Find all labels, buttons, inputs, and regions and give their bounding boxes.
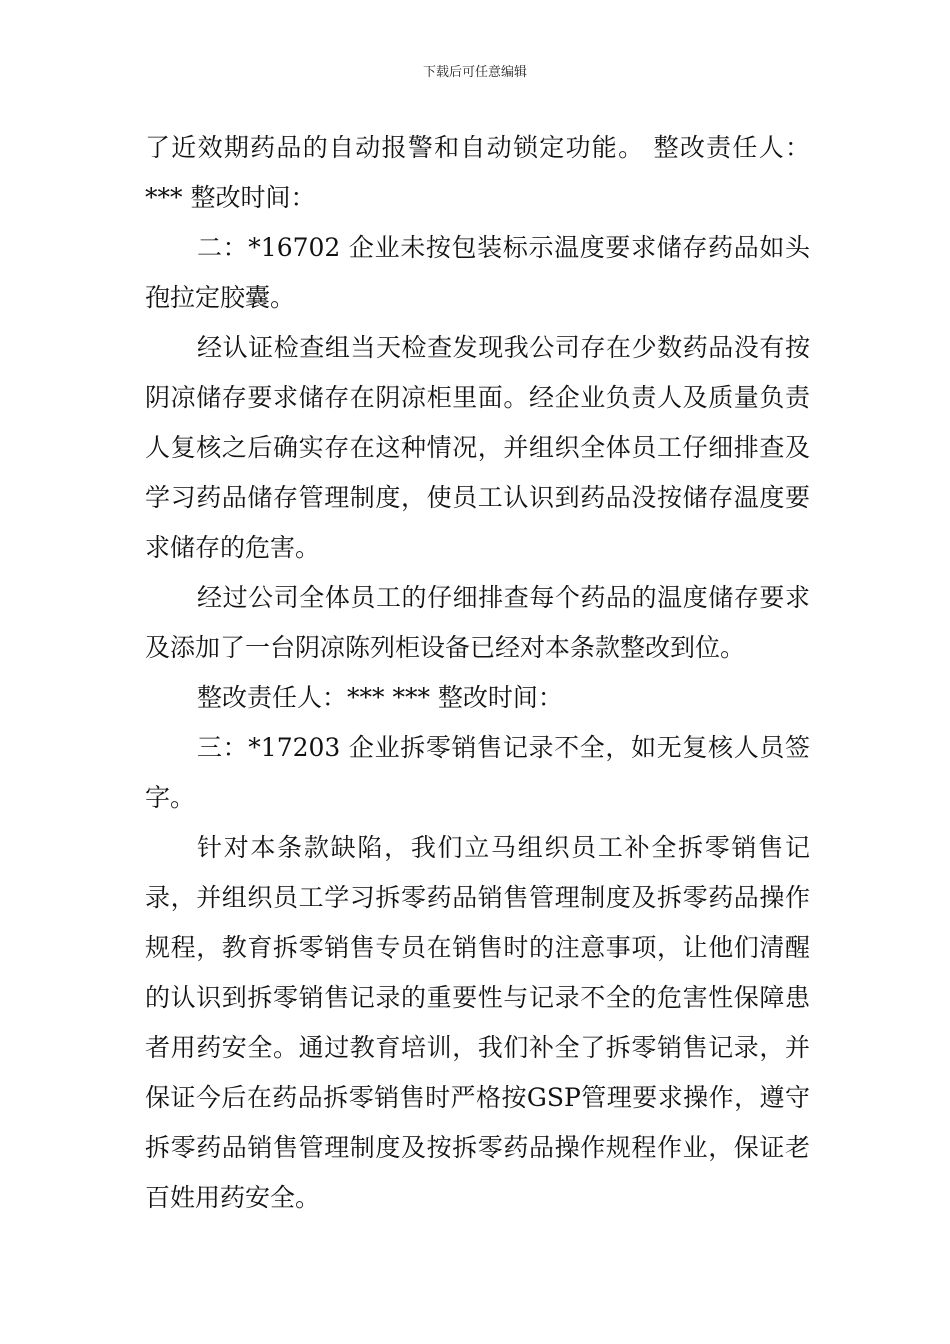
paragraph-responsibility-2: 整改责任人：*** *** 整改时间： xyxy=(197,683,563,712)
document-body xyxy=(145,123,810,1223)
page-header: 下载后可任意编辑 xyxy=(422,65,527,80)
paragraph-item-3-title: 三：*17203 企业拆零销售记录不全，如无复核人员签字。 xyxy=(145,733,810,812)
paragraph-item-2-finding: 经认证检查组当天检查发现我公司存在少数药品没有按阴凉储存要求储存在阴凉柜里面。经企业负责人及质量负责人复核之后确实存在这种情况，并组织全体员工仔细排查及学习药品储存管理制度，使员工认识到药品没按储存温度要求储存的危害。 xyxy=(145,333,810,562)
paragraph-item-2-correction: 经过公司全体员工的仔细排查每个药品的温度储存要求及添加了一台阴凉陈列柜设备已经对本条款整改到位。 xyxy=(145,583,810,662)
paragraph-item-2-title: 二：*16702 企业未按包装标示温度要求储存药品如头孢拉定胶囊。 xyxy=(145,233,810,312)
paragraph-responsibility-1: 了近效期药品的自动报警和自动锁定功能。 整改责任人：*** 整改时间： xyxy=(145,133,810,212)
paragraph-item-3-correction: 针对本条款缺陷，我们立马组织员工补全拆零销售记录，并组织员工学习拆零药品销售管理制度及拆零药品操作规程，教育拆零销售专员在销售时的注意事项，让他们清醒的认识到拆零销售记录的重要性与记录不全的危害性保障患者用药安全。通过教育培训，我们补全了拆零销售记录，并保证今后在药品拆零销售时严格按GSP管理要求操作，遵守拆零药品销售管理制度及按拆零药品操作规程作业，保证老百姓用药安全。 xyxy=(145,833,810,1212)
